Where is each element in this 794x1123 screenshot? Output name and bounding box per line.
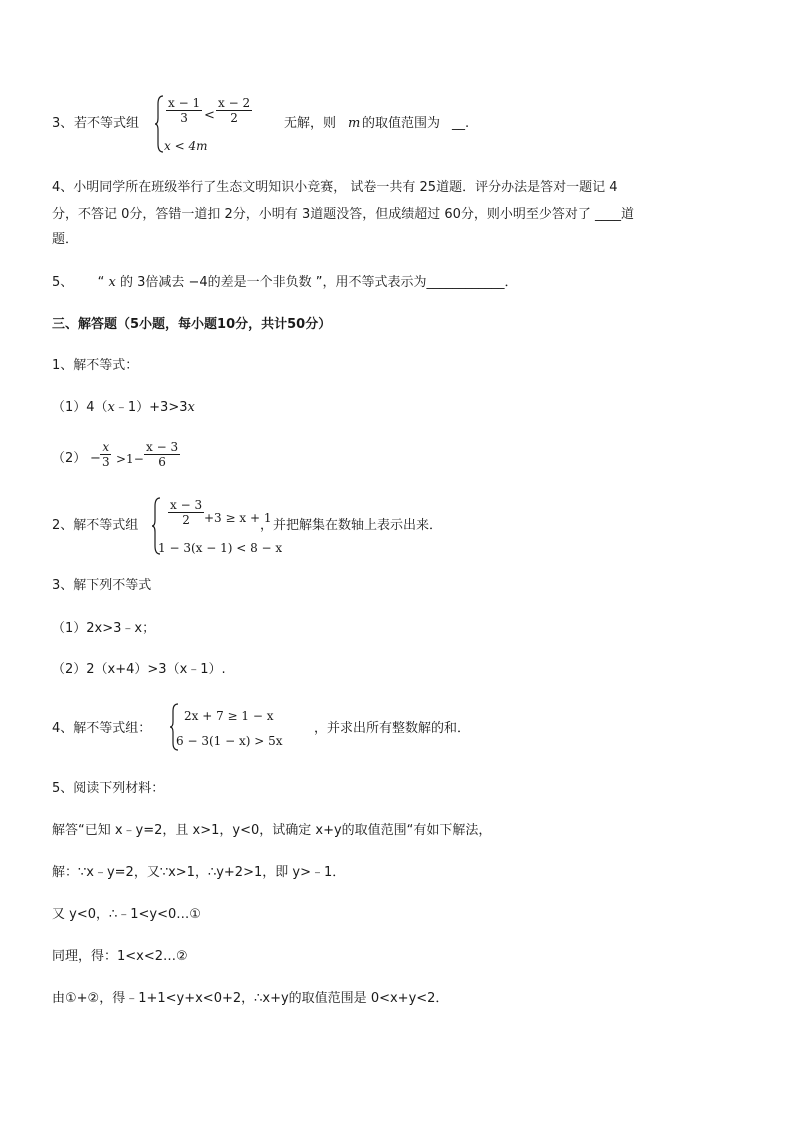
p5-line2: 解：∵x﹣y=2，又∵x>1，∴y+2>1，即 y>﹣1． bbox=[52, 865, 346, 880]
q5-open-quote: “ bbox=[97, 275, 105, 290]
p3-title: 3、解下列不等式 bbox=[52, 578, 152, 593]
q5-number: 5、 bbox=[52, 275, 74, 290]
q5-var-x: x bbox=[108, 275, 116, 290]
p5-line3: 又 y<0，∴﹣1<y<0…① bbox=[52, 907, 201, 922]
q3-row2: x < 4m bbox=[164, 139, 208, 153]
q3-frac-right: $\frac{x - 2}{2}$ bbox=[218, 96, 251, 125]
p1-sub1: （1）4（x﹣1）+3>3x bbox=[52, 400, 195, 415]
p1-frac-1: $\frac{x}{3}$ bbox=[102, 440, 110, 469]
q3-var-m: m bbox=[348, 116, 361, 131]
q3-less-than: < bbox=[204, 108, 215, 123]
p1-title: 1、解不等式： bbox=[52, 358, 139, 373]
p5-line4: 同理，得：1<x<2…② bbox=[52, 949, 188, 964]
p5-title: 5、阅读下列材料： bbox=[52, 781, 165, 796]
p3-sub2: （2）2（x+4）>3（x﹣1）. bbox=[52, 662, 226, 677]
q5-close: ”，用不等式表示为____________． bbox=[315, 275, 518, 290]
p5-line1: 解答“已知 x﹣y=2，且 x>1，y<0，试确定 x+y的取值范围“有如下解法， bbox=[52, 823, 492, 838]
q3-tail1: 无解，则 bbox=[284, 116, 337, 131]
p3-sub1: （1）2x>3﹣x； bbox=[52, 621, 156, 636]
p1-frac-2: $\frac{x - 3}{6}$ bbox=[146, 440, 179, 469]
p2-frac: $\frac{x - 3}{2}$ bbox=[170, 498, 203, 527]
q4-line2: 分，不答记 0分，答错一道扣 2分，小明有 3道题没答，但成绩超过 60分，则小明至少答对了 ____道 bbox=[52, 207, 635, 222]
q4-line1: 4、小明同学所在班级举行了生态文明知识小竞赛， 试卷一共有 25道题．评分办法是答对一题记 4 bbox=[52, 180, 618, 195]
section-3-heading: 三、解答题（5小题，每小题10分，共计50分） bbox=[52, 317, 332, 332]
q4-line3: 题． bbox=[52, 232, 79, 247]
q3-number: 3、 bbox=[52, 116, 74, 131]
q3-frac-left: $\frac{x - 1}{3}$ bbox=[168, 96, 201, 125]
q3-blank: __. bbox=[452, 116, 470, 131]
p5-line5: 由①+②，得﹣1+1<y+x<0+2，∴x+y的取值范围是 0<x+y<2． bbox=[52, 991, 449, 1006]
q3-lead: 若不等式组 bbox=[74, 116, 140, 131]
question-5 bbox=[52, 273, 518, 293]
q5-text: 的 3倍减去 −4的差是一个非负数 bbox=[119, 275, 312, 290]
q3-tail2: 的取值范围为 bbox=[362, 116, 441, 131]
